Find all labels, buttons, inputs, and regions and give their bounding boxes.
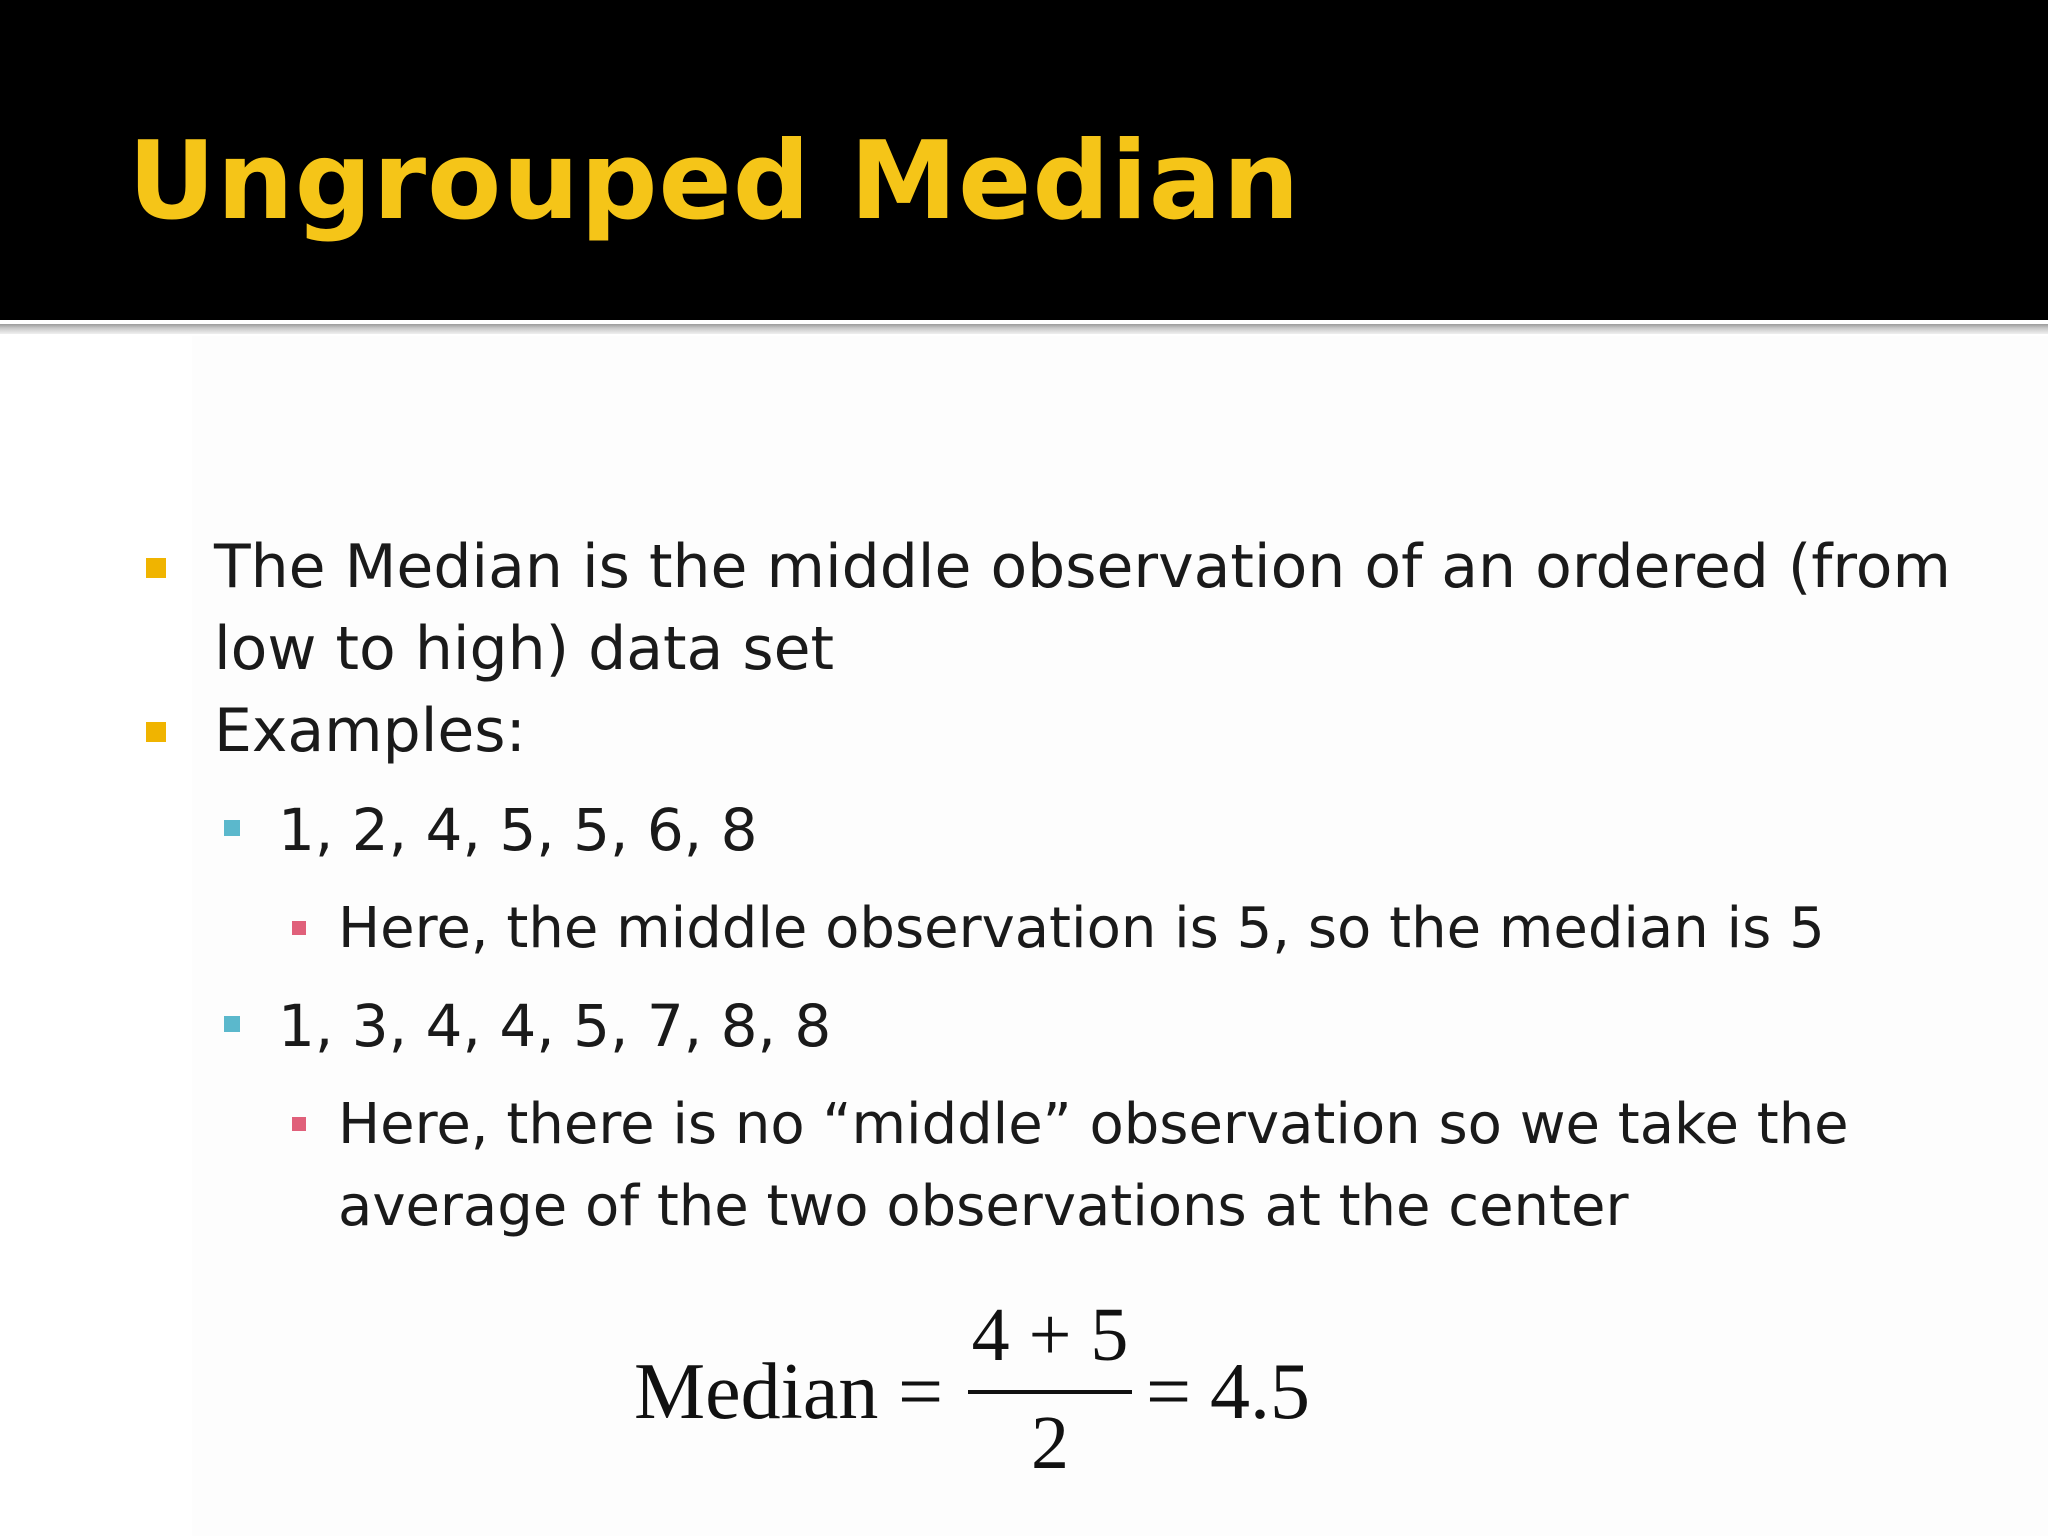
- slide-title: Ungrouped Median: [128, 119, 1301, 244]
- example-2-note-line1: Here, there is no “middle” observation so we take the: [338, 1092, 1849, 1157]
- bullet-definition-line1: The Median is the middle observation of an ordered (from: [214, 532, 1951, 602]
- square-bullet-icon: [146, 558, 166, 578]
- formula-equals-2: =: [1146, 1348, 1192, 1436]
- formula-numerator: 4 + 5: [971, 1293, 1129, 1377]
- example-1-note: Here, the middle observation is 5, so the median is 5: [338, 896, 1825, 961]
- square-bullet-icon: [146, 722, 166, 742]
- formula-result: 4.5: [1210, 1348, 1310, 1436]
- formula-equals-1: =: [898, 1348, 944, 1436]
- example-2-data: 1, 3, 4, 4, 5, 7, 8, 8: [278, 992, 832, 1060]
- example-1-data: 1, 2, 4, 5, 5, 6, 8: [278, 796, 758, 864]
- bullet-examples-label: Examples:: [214, 696, 526, 766]
- title-divider: [0, 320, 2048, 334]
- square-bullet-icon: [292, 921, 306, 935]
- example-2-note-line2: average of the two observations at the center: [338, 1174, 1629, 1239]
- formula-denominator: 2: [1031, 1401, 1069, 1485]
- fraction-bar: [968, 1390, 1132, 1394]
- bullet-definition-line2: low to high) data set: [214, 614, 835, 684]
- formula-lhs: Median: [634, 1348, 879, 1436]
- square-bullet-icon: [224, 1016, 240, 1032]
- title-bar: [0, 0, 2048, 320]
- square-bullet-icon: [224, 820, 240, 836]
- square-bullet-icon: [292, 1117, 306, 1131]
- median-formula: [630, 1290, 1330, 1490]
